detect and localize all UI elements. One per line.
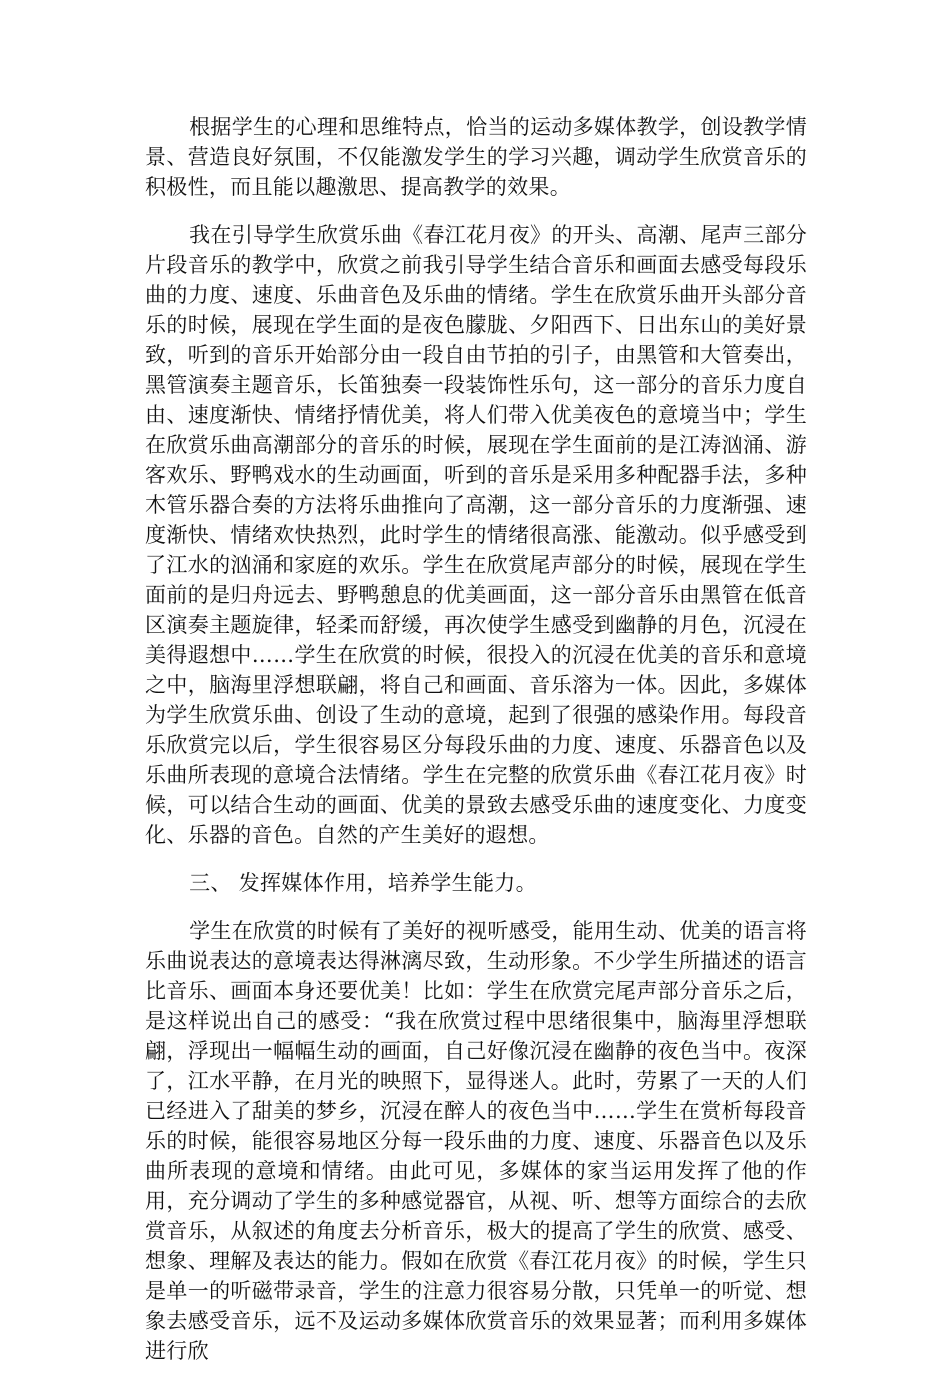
paragraph-music-appreciation-example: 我在引导学生欣赏乐曲《春江花月夜》的开头、高潮、尾声三部分片段音乐的教学中，欣赏之前我引导学生结合音乐和画面去感受每段乐曲的力度、速度、乐曲音色及乐曲的情绪。学生在欣赏乐曲开头部分音乐的时候，展现在学生面的是夜色朦胧、夕阳西下、日出东山的美好景致，听到的音乐开始部分由一段自由节拍的引子，由黑管和大管奏出，黑管演奏主题音乐，长笛独奏一段装饰性乐句，这一部分的音乐力度自由、速度渐快、情绪抒情优美，将人们带入优美夜色的意境当中；学生在欣赏乐曲高潮部分的音乐的时候，展现在学生面前的是江涛汹涌、游客欢乐、野鸭戏水的生动画面，听到的音乐是采用多种配器手法，多种木管乐器合奏的方法将乐曲推向了高潮，这一部分音乐的力度渐强、速度渐快、情绪欢快热烈，此时学生的情绪很高涨、能激动。似乎感受到了江水的汹涌和家庭的欢乐。学生在欣赏尾声部分的时候，展现在学生面前的是归舟远去、野鸭憩息的优美画面，这一部分音乐由黑管在低音区演奏主题旋律，轻柔而舒缓，再次使学生感受到幽静的月色，沉浸在美得遐想中……学生在欣赏的时候，很投入的沉浸在优美的音乐和意境之中，脑海里浮想联翩，将自己和画面、音乐溶为一体。因此，多媒体为学生欣赏乐曲、创设了生动的意境，起到了很强的感染作用。每段音乐欣赏完以后，学生很容易区分每段乐曲的力度、速度、乐器音色以及乐曲所表现的意境合法情绪。学生在完整的欣赏乐曲《春江花月夜》时候，可以结合生动的画面、优美的景致去感受乐曲的速度变化、力度变化、乐器的音色。自然的产生美好的遐想。: [145, 223, 807, 847]
paragraph-intro: 根据学生的心理和思维特点，恰当的运动多媒体教学，创设教学情景、营造良好氛围，不仅能激发学生的学习兴趣，调动学生欣赏音乐的积极性，而且能以趣激思、提高教学的效果。: [145, 115, 807, 199]
paragraph-student-ability: 学生在欣赏的时候有了美好的视听感受，能用生动、优美的语言将乐曲说表达的意境表达得淋漓尽致，生动形象。不少学生所描述的语言比音乐、画面本身还要优美！比如：学生在欣赏完尾声部分音乐之后，是这样说出自己的感受：“我在欣赏过程中思绪很集中，脑海里浮想联翩，浮现出一幅幅生动的画面，自己好像沉浸在幽静的夜色当中。夜深了，江水平静，在月光的映照下，显得迷人。此时，劳累了一天的人们已经进入了甜美的梦乡，沉浸在醉人的夜色当中……学生在赏析每段音乐的时候，能很容易地区分每一段乐曲的力度、速度、乐器音色以及乐曲所表现的意境和情绪。由此可见，多媒体的家当运用发挥了他的作用，充分调动了学生的多种感觉器官，从视、听、想等方面综合的去欣赏音乐，从叙述的角度去分析音乐，极大的提高了学生的欣赏、感受、想象、理解及表达的能力。假如在欣赏《春江花月夜》的时候，学生只是单一的听磁带录音，学生的注意力很容易分散，只凭单一的听觉、想象去感受音乐，远不及运动多媒体欣赏音乐的效果显著；而利用多媒体进行欣: [145, 919, 807, 1363]
section-heading: 三、 发挥媒体作用，培养学生能力。: [189, 871, 537, 895]
document-body: [145, 112, 807, 1384]
